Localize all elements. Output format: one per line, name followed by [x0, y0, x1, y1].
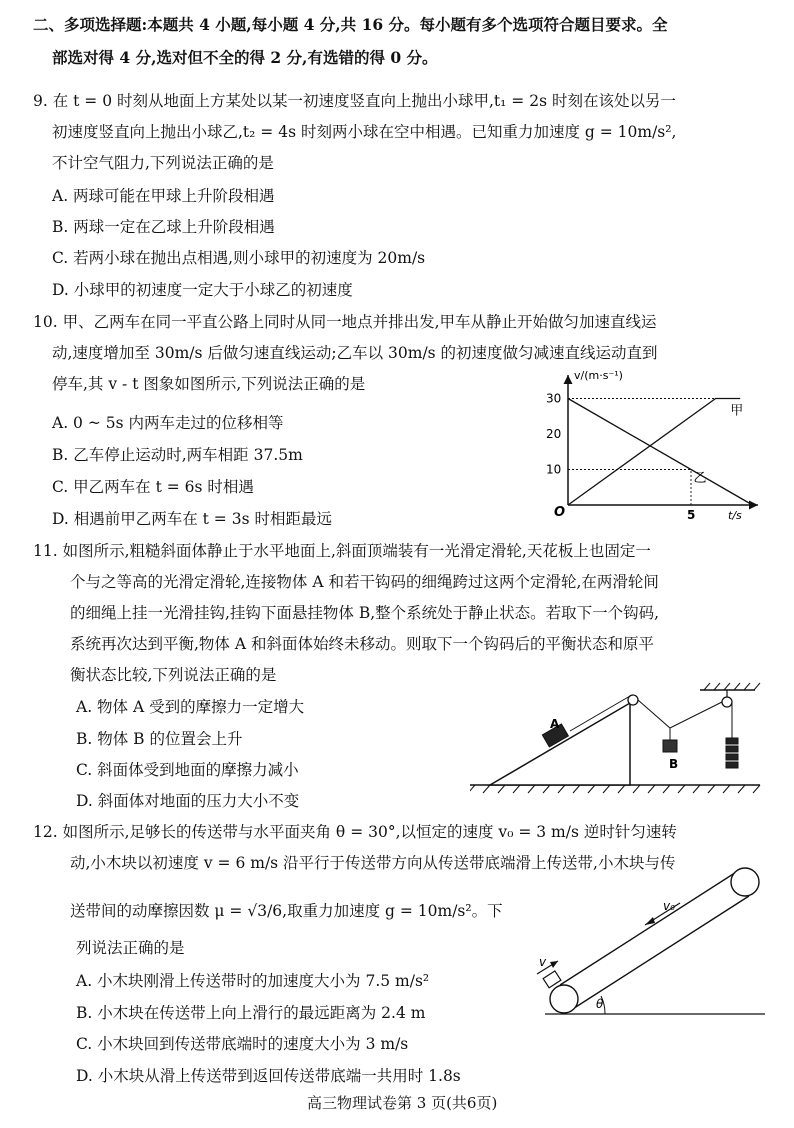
- q11-stem-line3: 的细绳上挂一光滑挂钩,挂钩下面悬挂物体 B,整个系统处于静止状态。若取下一个钩码,: [70, 604, 660, 622]
- q10-stem-line1: 10. 甲、乙两车在同一平直公路上同时从同一地点并排出发,甲车从静止开始做匀加速直线运: [33, 313, 657, 331]
- q10-option-c: C. 甲乙两车在 t = 6s 时相遇: [52, 478, 254, 496]
- label-b: B: [669, 757, 679, 771]
- hook-weights: [726, 738, 738, 768]
- q10-option-d: D. 相遇前甲乙两车在 t = 3s 时相距最远: [52, 510, 332, 528]
- q9-stem-line1: 9. 在 t = 0 时刻从地面上方某处以某一初速度竖直向上抛出小球甲,t₁ = 2s 时刻在该处以另一: [33, 92, 676, 110]
- belt-top: [560, 869, 741, 985]
- q10-option-a: A. 0 ~ 5s 内两车走过的位移相等: [52, 414, 284, 432]
- origin-label: O: [554, 505, 566, 520]
- y-axis-label: v/(m·s⁻¹): [574, 369, 623, 382]
- ceiling-pulley: [722, 697, 732, 707]
- theta-label: θ: [596, 997, 604, 1011]
- page-footer: 高三物理试卷第 3 页(共6页): [307, 1094, 498, 1112]
- ceiling-hatch: [704, 683, 760, 690]
- q11-option-a: A. 物体 A 受到的摩擦力一定增大: [76, 698, 305, 716]
- q10-stem-line3: 停车,其 v - t 图象如图所示,下列说法正确的是: [52, 375, 366, 393]
- q11-incline-pulley-figure: [470, 680, 770, 815]
- series-line-1: [568, 399, 753, 506]
- v0-label: v₀: [663, 899, 675, 913]
- incline-body: [490, 703, 630, 785]
- q11-stem-line2: 个与之等高的光滑定滑轮,连接物体 A 和若干钩码的细绳跨过这两个定滑轮,在两滑轮间: [70, 573, 659, 591]
- q10-option-b: B. 乙车停止运动时,两车相距 37.5m: [52, 446, 303, 464]
- q10-stem-line2: 动,速度增加至 30m/s 后做匀速直线运动;乙车以 30m/s 的初速度做匀减速直线运动直到: [52, 344, 658, 362]
- belt-bottom: [568, 896, 749, 1012]
- series-label-0: 甲: [730, 403, 744, 419]
- q12-option-b: B. 小木块在传送带上向上滑行的最远距离为 2.4 m: [76, 1004, 426, 1022]
- bottom-roller: [550, 985, 578, 1013]
- q9-option-c: C. 若两小球在抛出点相遇,则小球甲的初速度为 20m/s: [52, 249, 426, 267]
- x-axis-label: t/s: [728, 509, 742, 522]
- x-tick-label-5: 5: [687, 508, 696, 522]
- q9-stem-line2: 初速度竖直向上抛出小球乙,t₂ = 4s 时刻两小球在空中相遇。已知重力加速度 g = 10m/s²,: [52, 123, 677, 141]
- q10-vt-graph: [530, 363, 770, 528]
- series-line-0: [568, 399, 740, 506]
- q12-stem-line2: 动,小木块以初速度 v = 6 m/s 沿平行于传送带方向从传送带底端滑上传送带,小木块与传: [70, 854, 676, 872]
- q11-stem-line4: 系统再次达到平衡,物体 A 和斜面体始终未移动。则取下一个钩码后的平衡状态和原平: [70, 635, 654, 653]
- q12-option-a: A. 小木块刚滑上传送带时的加速度大小为 7.5 m/s²: [76, 972, 430, 990]
- series-label-1: 乙: [693, 470, 707, 486]
- q11-option-d: D. 斜面体对地面的压力大小不变: [76, 792, 300, 810]
- q11-stem-line5: 衡状态比较,下列说法正确的是: [70, 666, 277, 684]
- y-tick-label-20: 20: [546, 427, 562, 441]
- v-label: v: [539, 955, 547, 969]
- ground-hatch: [470, 785, 760, 793]
- q9-stem-line3: 不计空气阻力,下列说法正确的是: [52, 154, 274, 172]
- q12-option-d: D. 小木块从滑上传送带到返回传送带底端一共用时 1.8s: [76, 1067, 461, 1085]
- q12-stem-line3: 送带间的动摩擦因数 μ = √3/6,取重力加速度 g = 10m/s²。下: [70, 902, 503, 920]
- section-header-line2: 部选对得 4 分,选对但不全的得 2 分,有选错的得 0 分。: [52, 48, 438, 67]
- q9-option-b: B. 两球一定在乙球上升阶段相遇: [52, 218, 275, 236]
- section-header-line1: 二、多项选择题:本题共 4 小题,每小题 4 分,共 16 分。每小题有多个选项符合题目要求。全: [33, 15, 668, 34]
- label-a: A: [550, 717, 560, 731]
- top-roller: [731, 868, 759, 896]
- q11-option-c: C. 斜面体受到地面的摩擦力减小: [76, 761, 299, 779]
- q12-stem-line4: 列说法正确的是: [76, 939, 185, 957]
- y-tick-label-30: 30: [546, 391, 562, 406]
- q12-stem-line1: 12. 如图所示,足够长的传送带与水平面夹角 θ = 30°,以恒定的速度 v₀ = 3 m/s 逆时针匀速转: [33, 823, 677, 841]
- q12-option-c: C. 小木块回到传送带底端时的速度大小为 3 m/s: [76, 1035, 409, 1053]
- q12-conveyor-figure: [520, 862, 770, 1027]
- y-tick-label-10: 10: [546, 462, 562, 477]
- q11-stem-line1: 11. 如图所示,粗糙斜面体静止于水平地面上,斜面顶端装有一光滑定滑轮,天花板上也固定一: [33, 542, 651, 560]
- q11-option-b: B. 物体 B 的位置会上升: [76, 730, 243, 748]
- rope-hook: [638, 700, 722, 728]
- block-b: [663, 740, 677, 752]
- q9-option-d: D. 小球甲的初速度一定大于小球乙的初速度: [52, 281, 353, 299]
- wood-block: [543, 971, 561, 988]
- q9-option-a: A. 两球可能在甲球上升阶段相遇: [52, 187, 275, 205]
